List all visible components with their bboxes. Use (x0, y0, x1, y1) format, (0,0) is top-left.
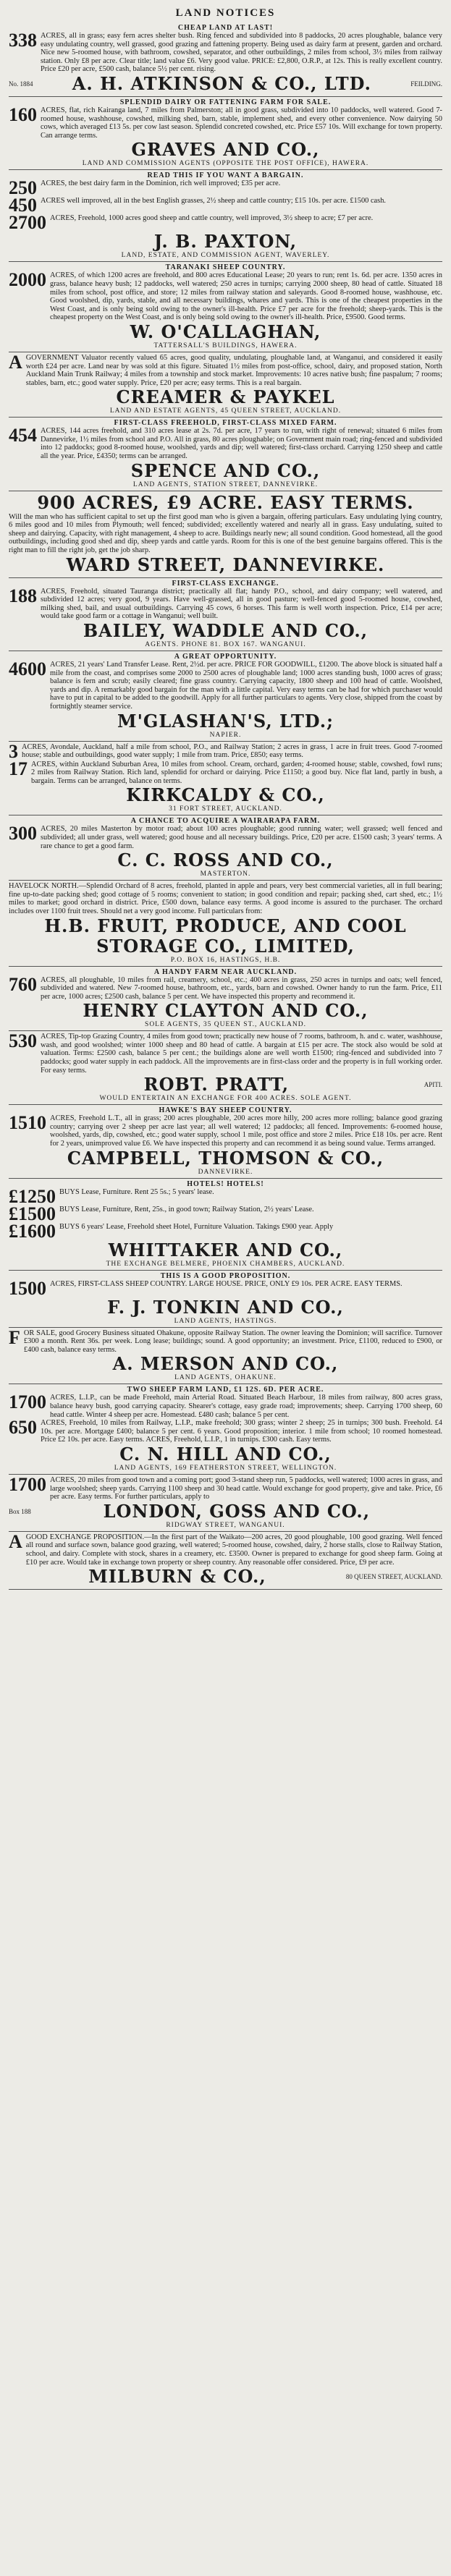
advert-banner: 900 ACRES, £9 ACRE. EASY TERMS. (37, 491, 414, 513)
advert-firm-name: F. J. TONKIN AND CO., (107, 1296, 344, 1318)
advert-row (9, 1030, 442, 1075)
advert-row (9, 214, 442, 232)
advert-heading: FIRST-CLASS EXCHANGE. (172, 579, 279, 588)
advert-lead-figure: 1500 (9, 1277, 46, 1299)
advert-lead-figure: 4600 (9, 658, 46, 679)
advert-body: ACRES well improved, all in the best English grasses, 2½ sheep and cattle country; £15 10s. per acre. £1500 cash. (41, 197, 387, 206)
advert-firm-name: J. B. PAXTON, (153, 231, 298, 253)
advert-lead-figure: 338 (9, 30, 37, 51)
advert-heading: HOTELS! HOTELS! (187, 1179, 264, 1188)
advert-body: ACRES, 20 miles Masterton by motor road; about 100 acres ploughable; good running water; well grassed; well fenced and subdivided; all under grass, well watered; good house and all necessary buildings. Price, £20 per acre. £1500 cash; 3 years' terms. A rare chance to get a good farm. (41, 825, 442, 850)
advert (9, 967, 442, 1032)
advert-firm-name: M'GLASHAN'S, LTD.; (117, 710, 334, 732)
advert-address: TATTERSALL'S BUILDINGS, HAWERA. (153, 342, 298, 349)
advert-lead-figure: F (9, 1326, 20, 1348)
advert-row (9, 1220, 442, 1242)
advert (9, 1179, 442, 1271)
advert-firm-row (9, 1297, 442, 1318)
advert-address: THE EXCHANGE BELMERE, PHOENIX CHAMBERS, AUCKLAND. (106, 1260, 345, 1268)
advert-body: ACRES, Freehold, 1000 acres good sheep and cattle country, well improved, 3½ sheep to acre; £7 per acre. (50, 214, 374, 223)
advert (9, 262, 442, 352)
advert-heading: SPLENDID DAIRY OR FATTENING FARM FOR SALE. (119, 98, 332, 106)
advert (9, 742, 442, 816)
advert-address: WOULD ENTERTAIN AN EXCHANGE FOR 400 ACRES. SOLE AGENT. (99, 1095, 352, 1103)
advert (9, 815, 442, 881)
advert-heading: THIS IS A GOOD PROPOSITION. (160, 1271, 291, 1280)
advert-body: ACRES, Freehold L.T., all in grass; 200 acres ploughable, 200 acres more hilly, 200 acres more rolling; balance good grazing country; carrying over 2 sheep per acre last year; all well watered; 12 paddocks; all fenced. Improvements: 6-roomed house, woolshed, yards, dip, cowshed, etc.; good water supply, school 1 mile, post office and store 2 miles. Price £18 10s. per acre. Rent for 2 years, unimproved value £6. We have inspected this property and can recommend it as being sound value. Terms arranged. (50, 1114, 442, 1148)
advert-row (9, 197, 442, 214)
advert-lead-figure: 160 (9, 103, 37, 125)
advert-heading: TARANAKI SHEEP COUNTRY. (165, 263, 286, 272)
advert-body: ACRES, 20 miles from good town and a coming port; good 3-stand sheep run, 5 paddocks, well watered; 1000 acres in grass, and large woolshed; sheep yards. Carrying 1100 sheep and 30 head cattle. Would exchange for good property, give and take. Price, £6 per acre. Easy terms. For further particulars, apply to (50, 1475, 442, 1501)
advert (9, 491, 442, 578)
advert-lead-figure: 250 (9, 177, 37, 199)
advert-row (9, 427, 442, 460)
advert (9, 418, 442, 491)
advert-body: BUYS Lease, Furniture. Rent 25 5s.; 5 years' lease. (59, 1187, 214, 1196)
advert (9, 651, 442, 742)
advert-firm-row (9, 555, 442, 575)
advert-body: OR SALE, good Grocery Business situated Ohakune, opposite Railway Station. The owner leaving the Dominion; will sacrifice. Turnover £300 a month. Rent 36s. per week. Long lease; buildings; sound. A good opportunity; an investment. Price, £1100, reduced to £900, or £400 cash, balance easy terms. (23, 1329, 442, 1354)
advert-firm-row (9, 1501, 442, 1522)
advert-lead-figure: 2700 (9, 212, 46, 234)
advert-address: MASTERTON. (200, 870, 251, 878)
advert-body: ACRES, of which 1200 acres are freehold, and 800 acres Educational Lease; 20 years to run; rent 1s. 6d. per acre. 1350 acres in grass, balance heavy bush; 12 paddocks, well watered; 250 acres in turnips; carrying 2000 sheep, 80 head of cattle. Situated 18 miles from school, post office, and store; 12 miles from railway station and saleyards. Good 8-roomed house, washhouse, etc. Good woolshed, dip, yards, stable, and all necessary buildings, whares and yards. This is one of the cheapest properties in the West Coast, and is only being sold owing to the owner's ill-health. Price £7 per acre for the freehold; sheep-yards. This is the cheapest property on the West Coast, and is only being sold owing to the owner's ill-health. Price, £9500. Good terms. (50, 271, 442, 322)
advert-lead-figure: 300 (9, 823, 37, 844)
advert-lead-figure: 1700 (9, 1391, 46, 1413)
advert-firm-name: KIRKCALDY & CO., (126, 784, 325, 806)
advert-lead-figure: 760 (9, 973, 37, 995)
advert-firm-name: WHITTAKER AND CO., (108, 1239, 343, 1261)
advert-body: ACRES, L.I.P., can be made Freehold, main Arterial Road. Situated Beach Harbour, 18 miles from railway, 800 acres grass, balance heavy bush, good carrying capacity. Shearer's cottage, easy grade road; improvements; sheep. Carrying 1700 sheep, 60 head cattle. Winter 4 sheep per acre. Homestead. £480 cash; balance 5 per cent. (50, 1394, 442, 1419)
advert-lead-figure: £1500 (9, 1203, 56, 1224)
advert (9, 1031, 442, 1105)
advert-lead-figure: £1250 (9, 1185, 56, 1207)
advert-heading: READ THIS IF YOU WANT A BARGAIN. (147, 171, 304, 180)
advert-lead-figure: 188 (9, 585, 37, 606)
advert-address: RIDGWAY STREET, WANGANUI. (166, 1521, 285, 1529)
advert-body: HAVELOCK NORTH.—Splendid Orchard of 8 acres, freehold, planted in apple and pears, very best commercial varieties, all in full bearing; fine up-to-date packing shed; good cottage of 5 rooms; convenient to station; in good condition and repair; packing shed, cart shed, etc.; 1½ miles to market; good orchard in district. Price, £500 down, balance easy terms. A good income is assured to the purchaser. The orchard includes over 1100 fruit trees. Should net a very good income. Full particulars from: (9, 882, 442, 915)
advert-firm-row (9, 1354, 442, 1374)
advert-firm-row (9, 387, 442, 407)
advert-row (9, 1326, 442, 1355)
land-notices-column (9, 6, 442, 2564)
advert-address: LAND AND COMMISSION AGENTS (OPPOSITE THE POST OFFICE), HAWERA. (82, 160, 369, 168)
advert-firm-name: SPENCE AND CO., (130, 459, 321, 481)
advert-address: LAND AGENTS, STATION STREET, DANNEVIRKE. (132, 480, 319, 488)
advert-lead-figure: A (9, 1530, 22, 1552)
advert (9, 881, 442, 966)
advert-body: ACRES, flat, rich Kairanga land, 7 miles from Palmerston; all in good grass, subdivided into 10 paddocks, well watered. Good 7-roomed house, washhouse, cowshed, milking shed, barn, stable, implement shed, and every other convenience. Now dairying 50 cows, which averaged £13 5s. per cow last season. Splendid concreted cowshed, etc. Price £57 10s. Will exchange for town property. Can arrange terms. (41, 106, 442, 140)
advert (9, 1105, 442, 1178)
advert-address: LAND, ESTATE, AND COMMISSION AGENT, WAVERLEY. (121, 252, 330, 260)
advert-heading: TWO SHEEP FARM LAND, £1 12S. 6D. PER ACRE. (127, 1386, 324, 1394)
advert-lead-figure: 1700 (9, 1473, 46, 1495)
advert-address: AGENTS. PHONE 81. BOX 167. WANGANUI. (145, 641, 306, 648)
advert-firm-row (9, 916, 442, 957)
advert-firm-name: ROBT. PRATT, (143, 1074, 290, 1096)
advert-row (9, 1419, 442, 1444)
advert-heading: A CHANCE TO ACQUIRE A WAIRARAPA FARM. (130, 817, 321, 826)
advert-firm-row (9, 850, 442, 870)
advert-firm-row (9, 1444, 442, 1465)
advert-row (9, 1114, 442, 1148)
advert-firm-row (9, 785, 442, 805)
advert-ref: No. 1884 (9, 80, 33, 88)
advert-firm-name: HENRY CLAYTON AND CO., (83, 1000, 368, 1022)
advert-firm-row (9, 1075, 442, 1095)
advert-row (9, 1473, 442, 1501)
advert-firm-row (9, 74, 442, 94)
advert-body: ACRES, Freehold, situated Tauranga district; practically all flat; handy P.O., school, and dairy company; well watered, and subdivided 12 acres; very good, 9 years. Have well-grassed, all in good pasture; well-fenced good 5-roomed house, cowshed, milking shed, bail, and usual outbuildings. Carrying 45 cows, 6 horses. This farm is well worth inspection. Price, £14 per acre; would take good farm or a cottage in Wanganui; well built. (41, 587, 442, 621)
advert-body: GOOD EXCHANGE PROPOSITION.—In the first part of the Waikato—200 acres, 20 good ploughable, 100 good grazing. Well fenced all round and surface sown, balance good grazing, well watered; 5-roomed house, cowshed, dairy, 2 horse stalls, close to Railway Station, school, and dairy. Complete with stock, shares in a creamery, etc. £3500. Owner is prepared to exchange for good sheep farm. Going at £10 per acre. Would take in exchange town property or sheep country. Any reasonable offer considered. Price, £9 per acre. (25, 1533, 442, 1567)
advert-address: 31 FORT STREET, AUCKLAND. (169, 805, 282, 813)
advert-row (9, 1530, 442, 1567)
advert-firm-name: WARD STREET, DANNEVIRKE. (66, 554, 385, 575)
advert-firm-row (9, 1567, 442, 1587)
advert-heading: A GREAT OPPORTUNITY. (174, 653, 277, 661)
advert-row (9, 882, 442, 915)
advert-row (9, 658, 442, 711)
advert-firm-row (9, 711, 442, 732)
advert-address: LAND AND ESTATE AGENTS, 45 QUEEN STREET, AUCKLAND. (109, 407, 342, 415)
advert (9, 97, 442, 170)
advert-address: DANNEVIRKE. (198, 1168, 253, 1176)
advert-firm-name: GRAVES AND CO., (131, 139, 320, 161)
advert-firm-name: C. C. ROSS AND CO., (117, 850, 334, 871)
advert-row (9, 1391, 442, 1419)
advert-row (9, 740, 442, 762)
advert-heading: HAWKE'S BAY SHEEP COUNTRY. (159, 1106, 292, 1115)
advert-firm-name: BAILEY, WADDLE AND CO., (83, 620, 368, 641)
advert-address: LAND AGENTS, OHAKUNE. (174, 1374, 277, 1382)
advert-lead-figure: 450 (9, 195, 37, 216)
advert-firm-row (9, 1148, 442, 1169)
advert-body: Will the man who has sufficient capital to set up the first good man who is given a bargain, offering particulars. Easy undulating lying country, 6 miles good and 10 miles from Plymouth; well fenced; subdivided; excellently watered and nearly all in grass. Easy undulating, suited to sheep and dairying. Capacity, with right management, 4 sheep to acre. Buildings nearly new; all sound condition. Good homestead, all the good outbuildings, including good shed and dip, sheep yards and cattle yards. Room for this is one of the best genuine bargains offered. This is the right man to fill the right job, get the job sharp. (9, 512, 442, 555)
advert (9, 1475, 442, 1532)
advert-firm-name: A. H. ATKINSON & CO., LTD. (72, 72, 371, 94)
advert-lead-figure: 2000 (9, 269, 46, 291)
advert-lead-figure: 17 (9, 758, 28, 779)
advert-firm-row (9, 140, 442, 160)
advert-firm-name: W. O'CALLAGHAN, (130, 321, 321, 342)
advert-town: 80 QUEEN STREET, AUCKLAND. (345, 1573, 442, 1581)
advert-body: ACRES, Freehold, 10 miles from Railway, L.I.P., make freehold; 300 grass; winter 2 sheep; 25 in turnips; 300 bush. Freehold. £4 10s. per acre. Mortgage £400; balance 5 per cent. 6 years. Good proposition; interior. 1 mile from school; 10 roomed homestead. Price £2 10s. per acre. Easy terms. ACRES, Freehold, L.I.P., 1 in turnips. £300 cash. Easy terms. (41, 1419, 442, 1444)
advert-body: ACRES, FIRST-CLASS SHEEP COUNTRY. LARGE HOUSE. PRICE, ONLY £9 10s. PER ACRE. EASY TERMS. (50, 1279, 402, 1288)
advert-heading: CHEAP LAND AT LAST! (177, 24, 274, 32)
advert-lead-figure: £1600 (9, 1220, 56, 1242)
advert-lead-figure: 530 (9, 1030, 37, 1052)
advert-town: FEILDING. (410, 80, 442, 88)
advert (9, 578, 442, 651)
advert-body: ACRES, 144 acres freehold, and 310 acres lease at 2s. 7d. per acre, 17 years to run, with right of renewal; situated 6 miles from Dannevirke, 1½ miles from school and P.O. All in grass, 80 acres ploughable; on Government main road; ring-fenced and subdivided into 12 paddocks; good 8-roomed house, woolshed, yards and dip; well watered; first-class orchard. Carrying 1250 sheep and cattle all the year. Price, £4350; terms can be arranged. (41, 427, 442, 461)
advert-lead-figure: 454 (9, 425, 37, 446)
advert-row (9, 513, 442, 555)
advert-address: SOLE AGENTS, 35 QUEEN ST., AUCKLAND. (145, 1021, 306, 1029)
advert-row (9, 1185, 442, 1207)
advert-firm-name: C. N. HILL AND CO., (119, 1443, 332, 1465)
advert-firm-name: CAMPBELL, THOMSON & CO., (67, 1147, 384, 1169)
advert-body: ACRES, Tip-top Grazing Country, 4 miles from good town; practically new house of 7 rooms, bathroom, h. and c. water, washhouse, wash, and good woolshed; winter 1000 sheep and 80 head of cattle. A bargain at £15 per acre. The stock also would be sold at valuation. Terms: £2500 cash, balance 5 per cent.; the buildings alone are well worth £1500; ring-fenced and subdivided into 7 paddocks; good water supply in each paddock. All the improvements are in first-class order and the property is in full working order. For easy terms. (41, 1033, 442, 1075)
advert-firm-name: H.B. FRUIT, PRODUCE, AND COOL STORAGE CO., LIMITED, (44, 915, 407, 957)
advert (9, 170, 442, 262)
advert-heading: FIRST-CLASS FREEHOLD, FIRST-CLASS MIXED FARM. (114, 419, 337, 428)
advert-row (9, 1277, 442, 1299)
advert-body: ACRES, all ploughable, 10 miles from rail, creamery, school, etc.; 400 acres in grass, 250 acres in turnips and oats; well fenced, subdivided and watered. New 7-roomed house, bathroom, etc., yards, barn and cowshed. Owner handy to run the farm. Price, £11 per acre, 1000 acres; £2500 cash, balance 5 per cent. We have inspected this property and recommend it. (41, 975, 442, 1001)
ads-list (9, 22, 442, 1590)
advert-body: ACRES, all in grass; easy fern acres shelter bush. Ring fenced and subdivided into 8 paddocks, 20 acres ploughable, balance very easy undulating country, well grassed, good grazing and fattening property. Being used as dairy farm at present, garden and orchard. Nice new 5-roomed house, with bathroom, cowshed, separator, and other outbuildings, 2 miles from school, 3½ miles from railway station. Only £8 per acre. Clear title; land value £6. Very good value. PRICE: £2,800, O.R.P., at 12s. This is really excellent country. Price £20 per acre, £500 cash, balance 5½ per cent. rising. (41, 32, 442, 74)
advert-body: ACRES, Avondale, Auckland, half a mile from school, P.O., and Railway Station; 2 acres in grass, 1 acre in fruit trees. Good 7-roomed house; stable and outbuildings, good water supply; 1 mile from tram. Price, £850; easy terms. (22, 742, 442, 760)
advert-firm-name: CREAMER & PAYKEL (116, 386, 335, 408)
advert-lead-figure: 1510 (9, 1112, 46, 1134)
advert-body: BUYS Lease, Furniture, Rent, 25s., in good town; Railway Station, 2½ years' Lease. (59, 1205, 314, 1213)
advert-firm-row (9, 461, 442, 481)
advert-firm-row (9, 322, 442, 342)
advert-row (9, 179, 442, 197)
advert-row (9, 585, 442, 621)
advert-row (9, 351, 442, 387)
advert-firm-row (9, 1240, 442, 1261)
advert-row (9, 1203, 442, 1224)
advert-firm-row (9, 232, 442, 252)
advert (9, 1328, 442, 1385)
advert-row (9, 103, 442, 140)
advert-heading: A HANDY FARM NEAR AUCKLAND. (153, 967, 298, 976)
advert-lead-figure: 650 (9, 1417, 37, 1439)
advert-body: GOVERNMENT Valuator recently valued 65 acres, good quality, undulating, ploughable land, at Wanganui, and considered it easily worth £24 per acre. Land near by was sold at this figure. Situated 1½ miles from post-office, school, dairy, and proposed station, North Auckland Main Trunk Railway; 4 miles from a township and stock market. Improvements: 10 acres native bush; fine paspalum; 7 rooms; stables, barn, etc.; good water supply. Price, £20 per acre; easy terms. This is a real bargain. (25, 353, 442, 387)
advert-address: P.O. BOX 16, HASTINGS, H.B. (170, 956, 281, 964)
advert-lead-figure: A (9, 351, 22, 373)
advert (9, 352, 442, 418)
advert (9, 1271, 442, 1328)
advert-row (9, 32, 442, 74)
advert-lead-figure: 3 (9, 740, 18, 762)
advert-body: ACRES, 21 years' Land Transfer Lease. Rent, 2½d. per acre. PRICE FOR GOODWILL, £1200. The above block is situated half a mile from the coast, and comprises some 2000 to 2500 acres of ploughable land; 1000 acres standing bush, 1000 acres of grass; balance is fern and scrub; easily cleared; fine grass country. Carrying capacity, 1800 sheep and 100 head of cattle. Woolshed, yards and dip. A remarkably good bargain for the man with a little capital. Very easy terms can be had for which purchaser would have to put in capital to be added to the goodwill. Apply for all further particulars to agents. Very close, shipped from the coast by fortnightly steamer service. (50, 661, 442, 711)
section-title: LAND NOTICES (175, 7, 276, 19)
advert-firm-row (9, 1001, 442, 1021)
advert-row (9, 973, 442, 1001)
advert-firm-name: LONDON, GOSS AND CO., (103, 1500, 371, 1522)
advert-firm-row (9, 621, 442, 641)
advert-ref: Box 188 (9, 1507, 31, 1515)
advert-row (9, 271, 442, 322)
advert-row (9, 760, 442, 786)
advert-body: ACRES, within Auckland Suburban Area, 10 miles from school. Cream, orchard, garden; 4-roomed house; stable, cowshed, fowl runs; 2 miles from Railway Station. Rich land, splendid for orchard or dairying. Price £1150; a good buy. Nice flat land, partly in bush, a bargain. Terms can be arranged, balance on terms. (31, 760, 442, 785)
advert-firm-name: MILBURN & CO., (88, 1566, 266, 1588)
advert-row (9, 825, 442, 850)
advert-address: NAPIER. (209, 731, 242, 739)
advert-body: ACRES, the best dairy farm in the Dominion, rich well improved; £35 per acre. (41, 179, 281, 188)
advert (9, 22, 442, 97)
advert (9, 1532, 442, 1590)
advert-address: LAND AGENTS, HASTINGS. (174, 1317, 277, 1325)
advert-town: APITI. (423, 1081, 442, 1089)
advert (9, 1384, 442, 1475)
advert-body: BUYS 6 years' Lease, Freehold sheet Hotel, Furniture Valuation. Takings £900 year. Apply (59, 1222, 334, 1231)
advert-firm-name: A. MERSON AND CO., (112, 1353, 339, 1375)
advert-address: LAND AGENTS, 169 FEATHERSTON STREET, WELLINGTON. (114, 1464, 337, 1472)
